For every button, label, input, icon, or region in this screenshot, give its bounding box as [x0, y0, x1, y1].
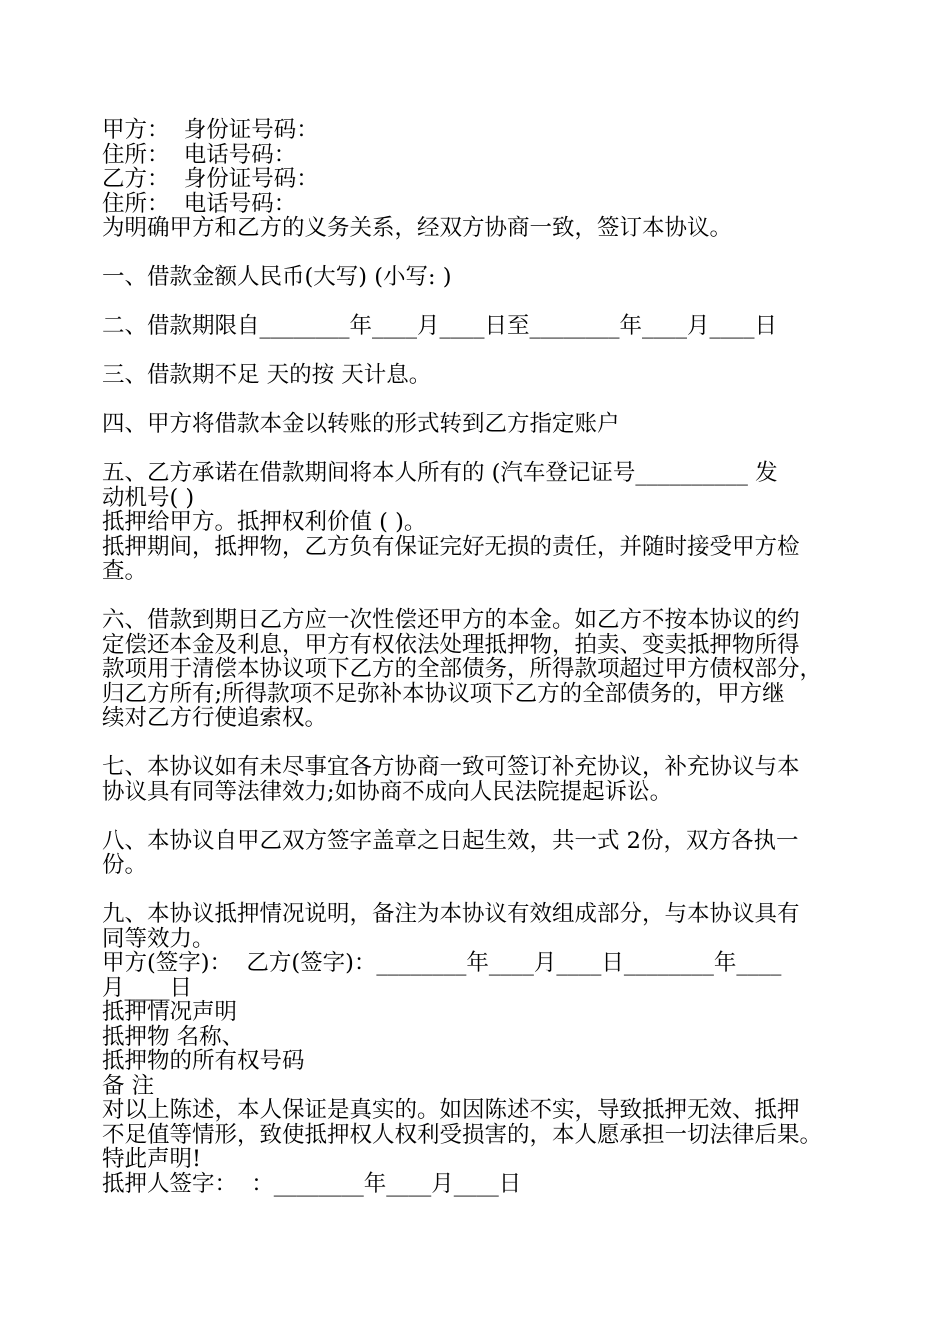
spacer — [102, 584, 862, 609]
clause-8-line-1: 八、本协议自甲乙双方签字盖章之日起生效，共一式 2份，双方各执一 — [102, 827, 799, 854]
clause-7-line-2: 协议具有同等法律效力;如协商不成向人民法院提起诉讼。 — [102, 778, 673, 805]
agreement-document — [102, 118, 862, 1196]
clause-5-line-4: 抵押期间，抵押物，乙方负有保证完好无损的责任，并随时接受甲方检 — [102, 533, 800, 560]
spacer — [102, 437, 862, 462]
statement-remarks: 备 注 — [102, 1072, 155, 1099]
party-a-line: 甲方： 身份证号码： — [102, 117, 319, 143]
spacer — [102, 388, 862, 413]
statement-text-line-2: 不足值等情形，致使抵押权人权利受损害的，本人愿承担一切法律后果。 — [102, 1121, 823, 1148]
clause-5-line-3: 抵押给甲方。抵押权利价值 ( )。 — [102, 509, 427, 535]
clause-6-line-4: 归乙方所有;所得款项不足弥补本协议项下乙方的全部债务的，甲方继 — [102, 680, 785, 707]
statement-text-line-1: 对以上陈述，本人保证是真实的。如因陈述不实，导致抵押无效、抵押 — [102, 1097, 800, 1123]
clause-7-line-1: 七、本协议如有未尽事宜各方协商一致可签订补充协议，补充协议与本 — [102, 754, 800, 780]
spacer — [102, 339, 862, 364]
clause-5-line-1: 五、乙方承诺在借款期间将本人所有的 (汽车登记证号__________ 发 — [102, 460, 778, 486]
clause-6-line-2: 定偿还本金及利息，甲方有权依法处理抵押物，拍卖、变卖抵押物所得 — [102, 631, 800, 658]
pledgor-signature-line: 抵押人签字： ：________年____月____日 — [102, 1170, 522, 1197]
clause-6-line-1: 六、借款到期日乙方应一次性偿还甲方的本金。如乙方不按本协议的约 — [102, 607, 800, 633]
signature-line-1: 甲方(签字)： 乙方(签字)：________年____月____日________年____ — [102, 950, 782, 976]
spacer — [102, 241, 862, 266]
clause-9-line-2: 同等效力。 — [102, 925, 215, 952]
clause-5-line-2: 动机号( ) — [102, 484, 195, 511]
statement-item-name: 抵押物 名称、 — [102, 1023, 245, 1050]
clause-1: 一、借款金额人民币(大写) (小写: ) — [102, 264, 452, 290]
clause-3: 三、借款期不足 天的按 天计息。 — [102, 362, 432, 388]
clause-9-line-1: 九、本协议抵押情况说明，备注为本协议有效组成部分，与本协议具有 — [102, 901, 800, 927]
intro-paragraph: 为明确甲方和乙方的义务关系，经双方协商一致，签订本协议。 — [102, 215, 733, 241]
party-b-line: 乙方： 身份证号码： — [102, 166, 319, 192]
clause-4: 四、甲方将借款本金以转账的形式转到乙方指定账户 — [102, 411, 620, 437]
spacer — [102, 731, 862, 756]
party-b-address-line: 住所： 电话号码： — [102, 190, 297, 217]
statement-item-ownership: 抵押物的所有权号码 — [102, 1048, 305, 1074]
clause-8-line-2: 份。 — [102, 852, 148, 878]
spacer — [102, 804, 862, 829]
spacer — [102, 878, 862, 903]
clause-6-line-5: 续对乙方行使追索权。 — [102, 705, 328, 731]
clause-5-line-5: 查。 — [102, 558, 148, 584]
clause-6-line-3: 款项用于清偿本协议项下乙方的全部债务，所得款项超过甲方债权部分， — [102, 656, 823, 682]
party-a-address-line: 住所： 电话号码： — [102, 141, 297, 168]
statement-title: 抵押情况声明 — [102, 999, 238, 1025]
clause-2: 二、借款期限自________年____月____日至________年____月____日 — [102, 313, 778, 339]
spacer — [102, 290, 862, 315]
statement-text-line-3: 特此声明! — [102, 1146, 202, 1172]
signature-line-2: 月____日 — [102, 974, 193, 1001]
